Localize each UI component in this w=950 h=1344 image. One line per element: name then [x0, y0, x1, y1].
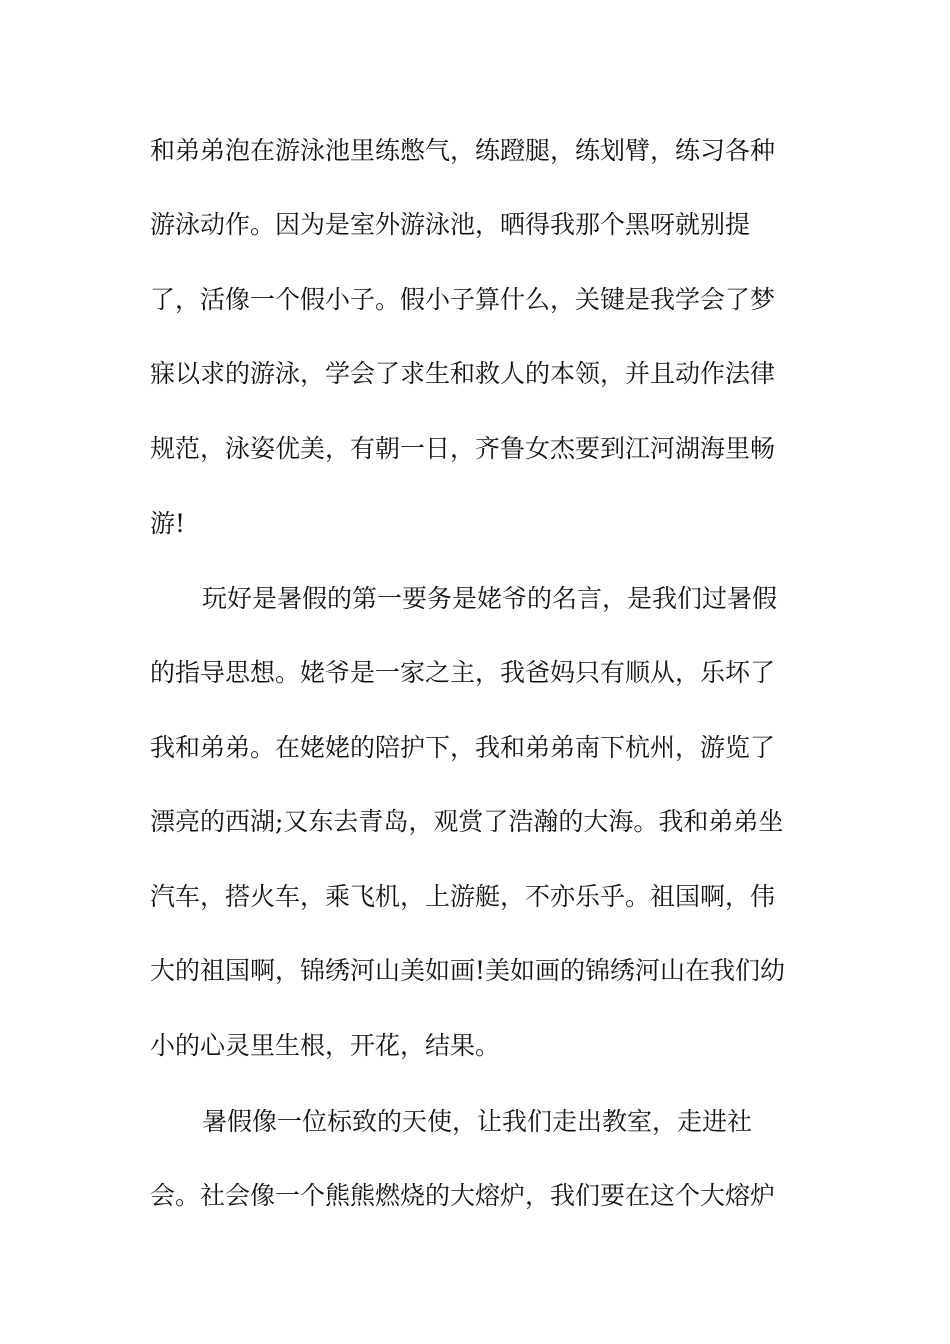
text-line: 会。社会像一个熊熊燃烧的大熔炉，我们要在这个大熔炉: [150, 1181, 776, 1210]
paragraph-first-line: 暑假像一位标致的天使，让我们走出教室，走进社: [202, 1107, 753, 1136]
text-line: 大的祖国啊，锦绣河山美如画!美如画的锦绣河山在我们幼: [150, 956, 786, 985]
text-line: 了，活像一个假小子。假小子算什么，关键是我学会了梦: [150, 285, 776, 314]
text-line: 我和弟弟。在姥姥的陪护下，我和弟弟南下杭州，游览了: [150, 733, 776, 762]
text-line: 规范，泳姿优美，有朝一日，齐鲁女杰要到江河湖海里畅: [150, 434, 776, 463]
text-line: 寐以求的游泳，学会了求生和救人的本领，并且动作法律: [150, 359, 776, 388]
text-line: 小的心灵里生根，开花，结果。: [150, 1031, 501, 1060]
text-line: 和弟弟泡在游泳池里练憋气，练蹬腿，练划臂，练习各种: [150, 136, 776, 165]
text-line: 汽车，搭火车，乘飞机，上游艇，不亦乐乎。祖国啊，伟: [150, 882, 776, 911]
text-line: 游泳动作。因为是室外游泳池，晒得我那个黑呀就别提: [150, 210, 751, 239]
text-line: 游!: [150, 509, 186, 538]
text-line: 的指导思想。姥爷是一家之主，我爸妈只有顺从，乐坏了: [150, 658, 776, 687]
paragraph-first-line: 玩好是暑假的第一要务是姥爷的名言，是我们过暑假: [202, 584, 778, 613]
text-line: 漂亮的西湖;又东去青岛，观赏了浩瀚的大海。我和弟弟坐: [150, 807, 784, 836]
